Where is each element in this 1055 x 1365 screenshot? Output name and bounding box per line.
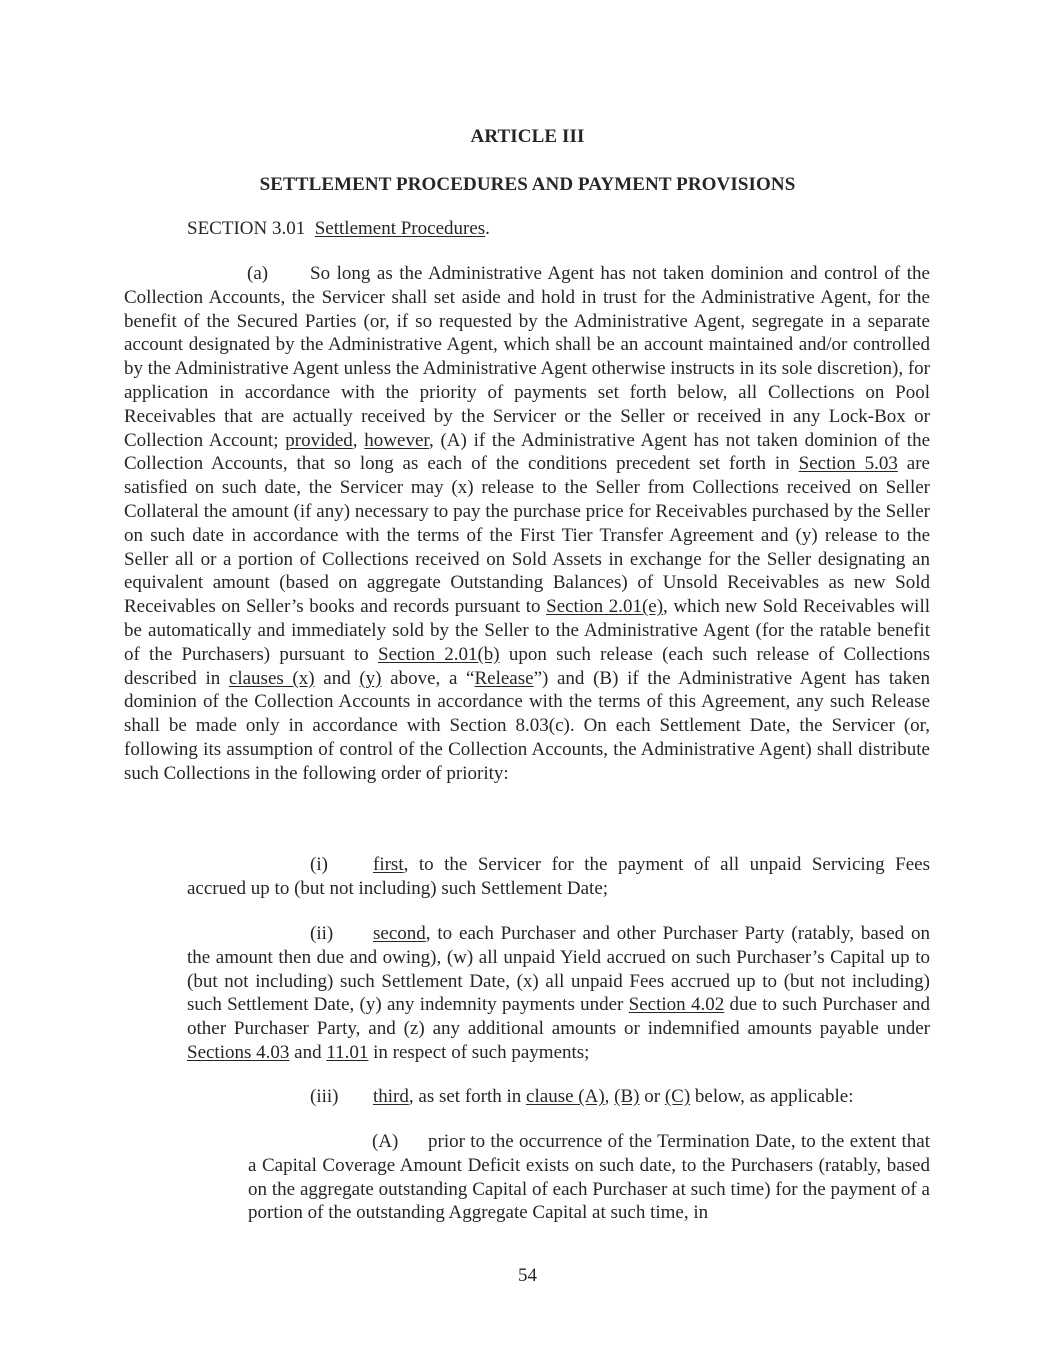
paragraph-text: ,: [352, 429, 365, 451]
section-suffix: .: [485, 218, 490, 239]
page-number: 54: [518, 1265, 537, 1286]
paragraph-text: are satisfied on such date, the Servicer may (x) release to the Seller from Collections received on Seller Collateral the amount (if any) necessary to pay the purchase price for Receivables purchased by the Seller on such date in accordance with the terms of the First Tier Transfer Agreement and (y) release to the Seller all or a portion of Collections received on Sold Assets in exchange for the Seller designating an equivalent amount (based on aggregate Outstanding Balances) of Unsold Receivables as new Sold Receivables on Seller’s books and records pursuant to: [124, 453, 930, 618]
paragraph-text: , (A) if the Administrative Agent has not taken dominion of the Collection Accounts, that so long as each of the conditions precedent set forth in: [124, 429, 931, 475]
section-number: SECTION 3.01: [187, 218, 306, 239]
paragraph-text: , as set forth in: [408, 1086, 527, 1107]
paragraph-text: prior to the occurrence of the Termination Date, to the extent that a Capital Coverage Amount Deficit exists on such date, to the Purchasers (ratably, based on the aggregate outstanding Capital of each Purchaser at such time) for the payment of a portion of the outstanding Aggregate Capital at such time, in: [248, 1131, 930, 1224]
term-however: however: [364, 429, 429, 451]
cross-reference: (B): [614, 1086, 640, 1107]
paragraph-text: upon such release (each such release of Collections described in: [124, 643, 931, 689]
priority-keyword: first: [373, 854, 404, 875]
cross-reference: Section 5.03: [798, 453, 898, 475]
cross-reference: Section 2.01(b): [378, 643, 500, 665]
section-title: Settlement Procedures: [314, 218, 486, 239]
priority-keyword: third: [373, 1086, 409, 1107]
paragraph-text: or: [639, 1086, 665, 1107]
priority-keyword: second: [373, 923, 426, 944]
paragraph-text: So long as the Administrative Agent has not taken dominion and control of the Collection Accounts, the Servicer shall set aside and hold in trust for the Administrative Agent, for the benefit of the Secured Parties (or, if so requested by the Administrative Agent, segregate in a separate account designated by the Administrative Agent, which shall be an account maintained and/or controlled by the Administrative Agent unless the Administrative Agent otherwise instructs in its sole discretion), for application in accordance with the priority of payments set forth below, all Collections on Pool Receivables that are actually received by the Servicer or the Seller or received in any Lock-Box or Collection Account;: [124, 263, 930, 451]
paragraph-label: (a): [247, 263, 269, 284]
paragraph-a: [124, 262, 930, 786]
paragraph-text: due to such Purchaser and other Purchaser Party, and (z) any additional amounts or indemnified amounts payable under: [187, 994, 930, 1040]
cross-reference: Section 4.02: [628, 994, 725, 1016]
article-heading: ARTICLE III: [470, 126, 585, 147]
cross-reference: clause (A): [526, 1086, 605, 1107]
defined-term-release: Release: [474, 667, 534, 689]
cross-reference: (y): [359, 667, 382, 689]
paragraph-text: , to the Servicer for the payment of all unpaid Servicing Fees accrued up to (but not including) such Settlement Date;: [187, 854, 930, 899]
paragraph-label: (i): [310, 854, 328, 875]
paragraph-text: above, a “: [381, 667, 475, 689]
paragraph-label: (A): [372, 1131, 399, 1152]
paragraph-text: ,: [604, 1086, 615, 1107]
term-provided: provided: [285, 429, 353, 451]
cross-reference: 11.01: [326, 1041, 369, 1063]
paragraph-text: and: [289, 1041, 327, 1063]
paragraph-text: and: [314, 667, 360, 689]
paragraph-i: [187, 853, 930, 901]
section-heading: [187, 218, 490, 240]
cross-reference: Sections 4.03: [187, 1041, 290, 1063]
paragraph-ii: [187, 922, 930, 1065]
cross-reference: (C): [664, 1086, 691, 1107]
paragraph-text: in respect of such payments;: [368, 1041, 590, 1063]
paragraph-text: below, as applicable:: [690, 1086, 854, 1107]
paragraph-text: , which new Sold Receivables will be automatically and immediately sold by the Seller to the Administrative Agent (for the ratable benefit of the Purchasers) pursuant to: [124, 596, 931, 665]
article-title: SETTLEMENT PROCEDURES AND PAYMENT PROVISIONS: [259, 174, 796, 195]
paragraph-label: (ii): [310, 923, 334, 944]
paragraph-text: ”) and (B) if the Administrative Agent has taken dominion of the Collection Accounts in accordance with the terms of this Agreement, any such Release shall be made only in accordance with Section 8.03(c). On each Settlement Date, the Servicer (or, following its assumption of control of the Collection Accounts, the Administrative Agent) shall distribute such Collections in the following order of priority:: [124, 667, 930, 784]
cross-reference: clauses (x): [228, 667, 315, 689]
paragraph-label: (iii): [310, 1086, 339, 1107]
paragraph-iii: [187, 1085, 930, 1109]
cross-reference: Section 2.01(e): [546, 596, 664, 618]
paragraph-text: , to each Purchaser and other Purchaser Party (ratably, based on the amount then due and owing), (w) all unpaid Yield accrued on such Purchaser’s Capital up to (but not including) such Settlement Date, (x) all unpaid Fees accrued up to (but not including) such Settlement Date, (y) any indemnity payments under: [187, 923, 930, 1016]
paragraph-A: [248, 1130, 930, 1225]
